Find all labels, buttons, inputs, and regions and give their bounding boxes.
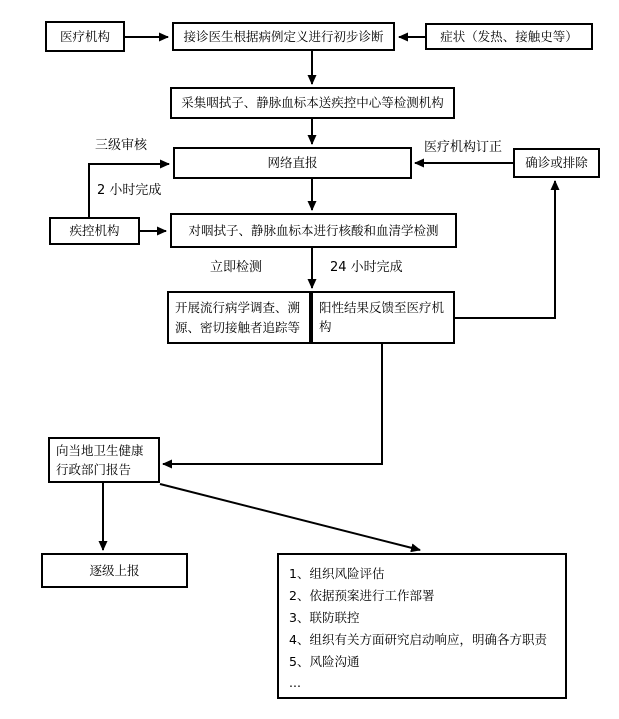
arrow-positive-to-health-admin [163, 344, 382, 464]
node-testing: 对咽拭子、静脉血标本进行核酸和血清学检测 [170, 213, 457, 248]
node-cdc-org: 疾控机构 [49, 217, 140, 245]
response-list-item: 1、组织风险评估 [289, 566, 385, 581]
edge-label-three-level-review: 三级审核 [95, 138, 148, 153]
arrow-health-admin-to-response-list [160, 484, 420, 550]
edge-label-org-correction: 医疗机构订正 [424, 140, 503, 155]
response-list-item: ... [289, 675, 301, 691]
edge-label-two-hours-done: 2 小时完成 [97, 183, 162, 198]
node-report-health-admin: 向当地卫生健康行政部门报告 [48, 437, 160, 483]
node-network-report: 网络直报 [173, 147, 412, 179]
node-response-list [277, 553, 567, 699]
node-collect: 采集咽拭子、静脉血标本送疾控中心等检测机构 [170, 87, 455, 119]
node-epi-investigation: 开展流行病学调查、溯源、密切接触者追踪等 [167, 291, 311, 344]
node-symptoms: 症状（发热、接触史等） [425, 23, 593, 50]
arrow-positive-to-confirm [455, 181, 555, 318]
node-positive-feedback: 阳性结果反馈至医疗机构 [311, 291, 455, 344]
response-list-item: 5、风险沟通 [289, 653, 360, 669]
node-escalate-report: 逐级上报 [41, 553, 188, 588]
node-confirm-exclude: 确诊或排除 [513, 148, 600, 178]
node-medical-org: 医疗机构 [45, 21, 125, 52]
response-list-item: 3、联防联控 [289, 609, 360, 625]
edge-label-immediate-test: 立即检测 [210, 260, 263, 275]
response-list-item: 2、依据预案进行工作部署 [289, 587, 435, 603]
response-list-item: 4、组织有关方面研究启动响应，明确各方职责 [289, 631, 547, 647]
node-triage: 接诊医生根据病例定义进行初步诊断 [172, 22, 395, 51]
edge-label-twenty-four-hours-done: 24 小时完成 [330, 260, 403, 275]
